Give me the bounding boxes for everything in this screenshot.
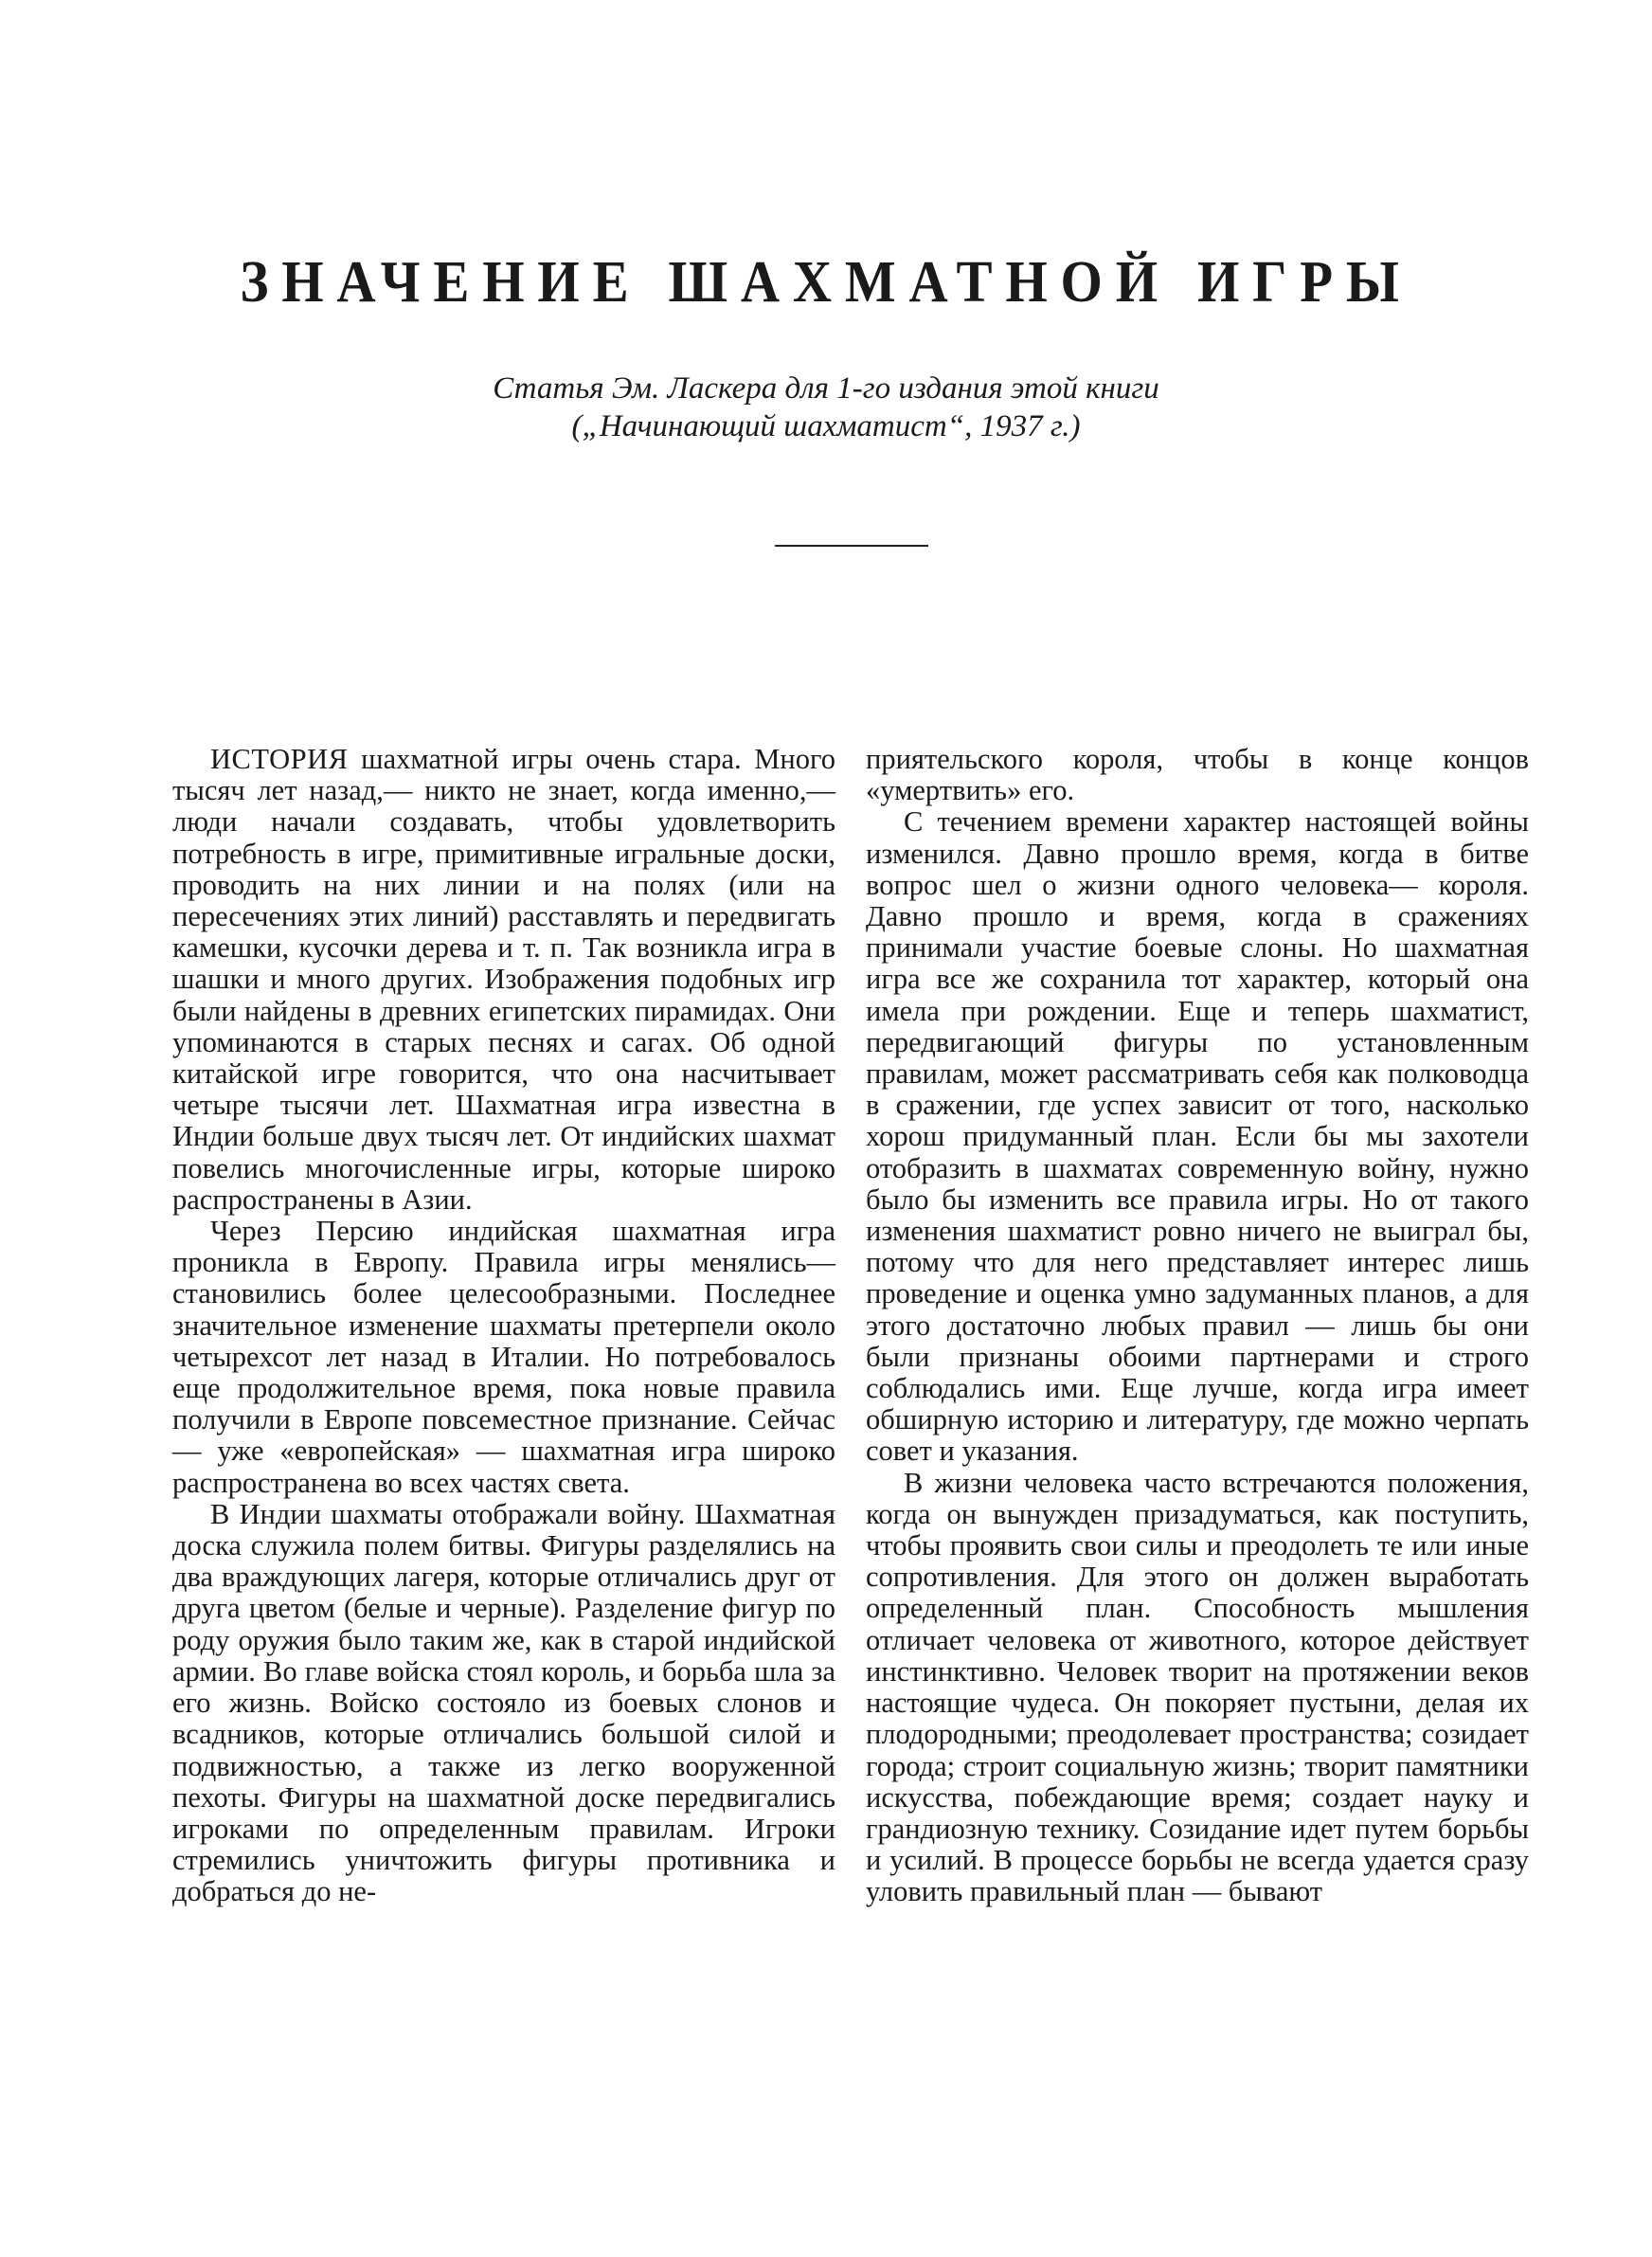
paragraph-history [172,744,835,1216]
paragraph-india-war: В Индии шахматы отображали войну. Шахматная доска служила полем битвы. Фигуры разделялись на два враждующих лагеря, которые отличались друг от друга цветом (белые и черные). Разделение фигур по роду оружия было таким же, как в старой индийской армии. Во главе войска стоял король, и борьба шла за его жизнь. Войско состояло из боевых слонов и всадников, которые отличались большой силой и подвижностью, а также из легко вооруженной пехоты. Фигуры на шахматной доске передвигались игроками по определенным правилам. Игроки стремились уничтожить фигуры противника и добраться до не- [172,1497,835,1908]
paragraph-continuation: приятельского короля, чтобы в конце концов «умертвить» его. [866,743,1529,807]
paragraph-modern-war: С течением времени характер настоящей войны изменился. Давно прошло время, когда в битве вопрос шел о жизни одного человека— короля. Давно прошло и время, когда в сражениях принимали участие боевые слоны. Но шахматная игра все же сохранила тот характер, который она имела при рождении. Еще и теперь шахматист, передвигающий фигуры по установленным правилам, может рассматривать себя как полководца в сражении, где успех зависит от того, насколько хорош придуманный план. Если бы мы захотели отобразить в шахматах современную войну, нужно было бы изменить все правила игры. Но от такого изменения шахматист ровно ничего не выиграл бы, потому что для него представляет интерес лишь проведение и оценка умно задуманных планов, а для этого достаточно любых правил — лишь бы они были признаны обоими партнерами и строго соблюдались ими. Еще лучше, когда игра имеет обширную историю и литературу, где можно черпать совет и указания. [866,805,1529,1468]
subtitle-line-2: („Начинающий шахматист“, 1937 г.) [571,409,1081,443]
paragraph-history-text: шахматной игры очень стара. Много тысяч лет назад,— никто не знает, когда именно,— люди начали создавать, чтобы удовлетворить потребность в игре, примитивные игральные доски, проводить на них линии и на полях (или на пересечениях этих линий) расставлять и передвигать камешки, кусочки дерева и т. п. Так возникла игра в шашки и много других. Изображения подобных игр были найдены в древних египетских пирамидах. Они упоминаются в старых песнях и сагах. Об одной китайской игре говорится, что она насчитывает четыре тысячи лет. Шахматная игра известна в Индии больше двух тысяч лет. От индийских шахмат повелись многочисленные игры, которые широко распространены в Азии. [172,743,835,1216]
right-text-column [866,744,1529,1908]
page-title: ЗНАЧЕНИЕ ШАХМАТНОЙ ИГРЫ [240,250,1412,315]
separator-rule [775,545,928,547]
paragraph-persia: Через Персию индийская шахматная игра проникла в Европу. Правила игры менялись— становились более целесообразными. Последнее значительное изменение шахматы претерпели около четырехсот лет назад в Италии. Но потребовалось еще продолжительное время, пока новые правила получили в Европе повсеместное признание. Сейчас — уже «европейская» — шахматная игра широко распространена во всех частях света. [172,1215,835,1499]
lead-word: ИСТОРИЯ [210,743,349,775]
paragraph-human-life: В жизни человека часто встречаются положения, когда он вынужден призадуматься, как поступить, чтобы проявить свои силы и преодолеть те или иные сопротивления. Для этого он должен выработать определенный план. Способность мышления отличает человека от животного, которое действует инстинктивно. Человек творит на протяжении веков настоящие чудеса. Он покоряет пустыни, делая их плодородными; преодолевает пространства; созидает города; строит социальную жизнь; творит памятники искусства, побеждающие время; создает науку и грандиозную технику. Созидание идет путем борьбы и усилий. В процессе борьбы не всегда удается сразу уловить правильный план — бывают [866,1466,1529,1908]
left-text-column [172,744,835,1908]
subtitle-line-1: Статья Эм. Ласкера для 1-го издания этой книги [493,371,1159,406]
